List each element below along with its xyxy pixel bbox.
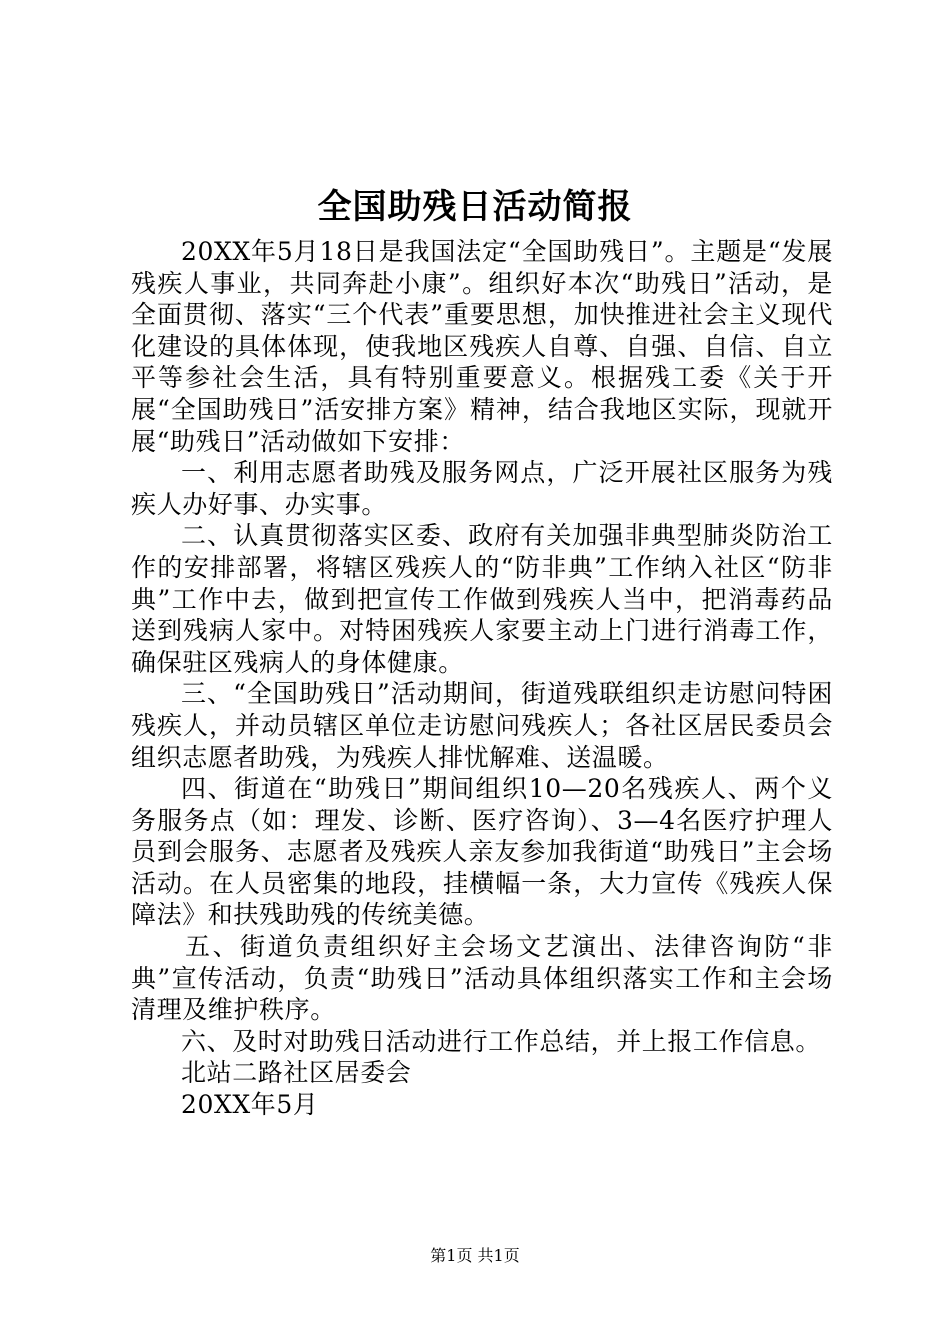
paragraph-item-1: 一、利用志愿者助残及服务网点，广泛开展社区服务为残疾人办好事、办实事。 <box>131 458 833 519</box>
paragraph-item-6: 六、及时对助残日活动进行工作总结，并上报工作信息。 <box>181 1026 822 1056</box>
paragraph-item-2: 二、认真贯彻落实区委、政府有关加强非典型肺炎防治工作的安排部署，将辖区残疾人的“防非典”工作纳入社区“防非典”工作中去，做到把宣传工作做到残疾人当中，把消毒药品送到残病人家中。对特困残疾人家要主动上门进行消毒工作，确保驻区残病人的身体健康。 <box>131 521 833 677</box>
paragraph-item-4: 四、街道在“助残日”期间组织10—20名残疾人、两个义务服务点（如：理发、诊断、医疗咨询）、3—4名医疗护理人员到会服务、志愿者及残疾人亲友参加我街道“助残日”主会场活动。在人员密集的地段，挂横幅一条，大力宣传《残疾人保障法》和扶残助残的传统美德。 <box>131 774 833 930</box>
paragraph-intro: 20XX年5月18日是我国法定“全国助残日”。主题是“发展残疾人事业，共同奔赴小康”。组织好本次“助残日”活动，是全面贯彻、落实“三个代表”重要思想，加快推进社会主义现代化建设的具体体现，使我地区残疾人自尊、自强、自信、自立平等参社会生活，具有特别重要意义。根据残工委《关于开展“全国助残日”活安排方案》精神，结合我地区实际，现就开展“助残日”活动做如下安排： <box>131 237 833 456</box>
signature-org: 北站二路社区居委会 <box>181 1058 412 1088</box>
document-body <box>131 236 833 1121</box>
page-title: 全国助残日活动简报 <box>317 187 633 227</box>
signature-date: 20XX年5月 <box>181 1090 319 1120</box>
page-footer: 第1页 共1页 <box>430 1246 520 1265</box>
paragraph-item-5: 五、街道负责组织好主会场文艺演出、法律咨询防“非典”宣传活动，负责“助残日”活动具体组织落实工作和主会场清理及维护秩序。 <box>131 932 833 1025</box>
paragraph-item-3: 三、“全国助残日”活动期间，街道残联组织走访慰问特困残疾人，并动员辖区单位走访慰问残疾人；各社区居民委员会组织志愿者助残，为残疾人排忧解难、送温暖。 <box>131 679 833 772</box>
